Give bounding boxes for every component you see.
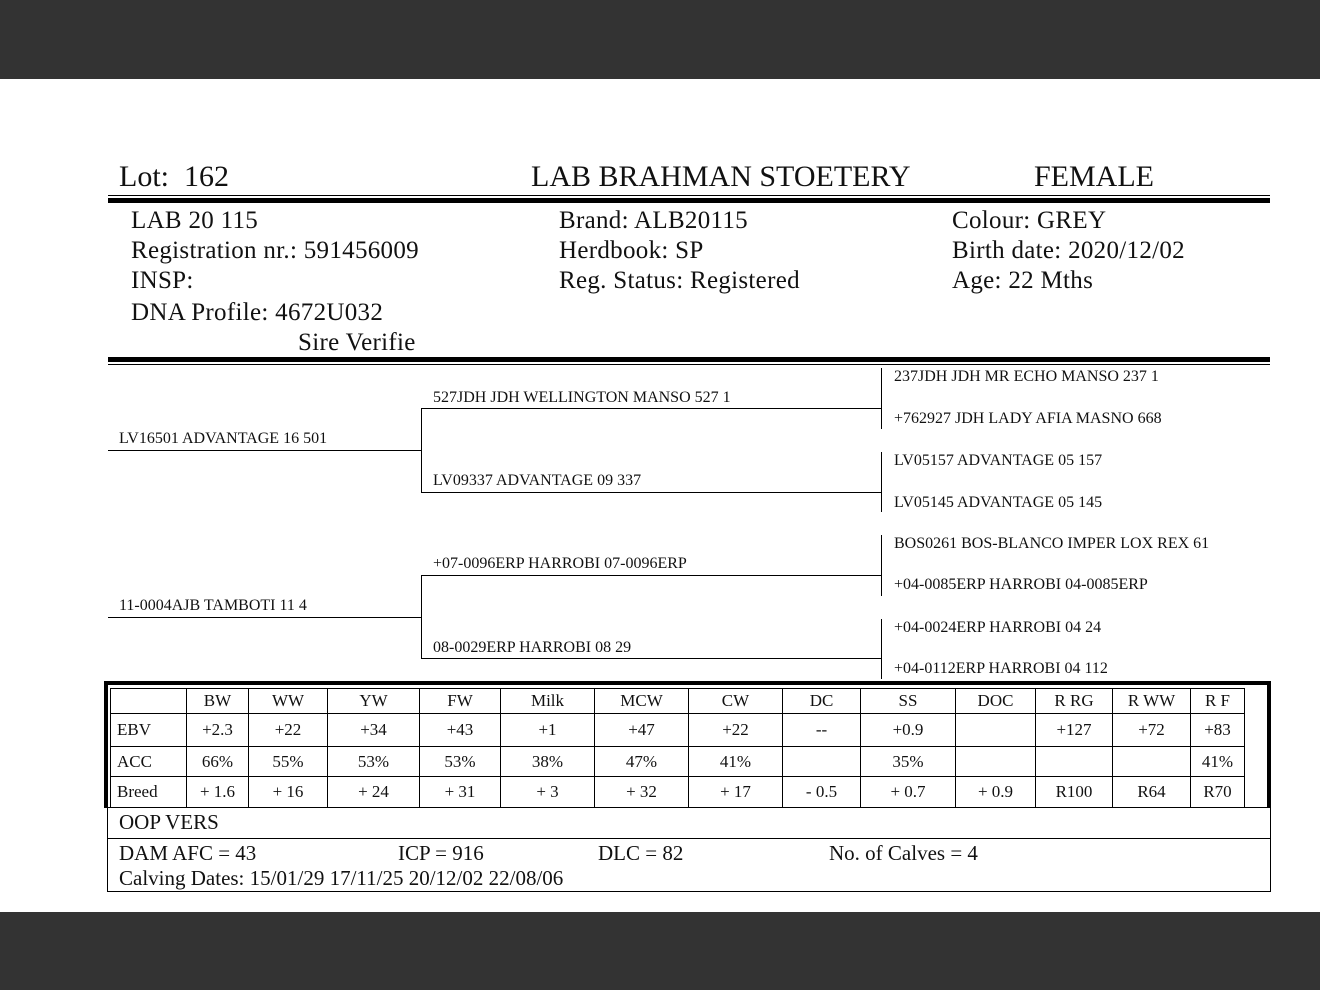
brand: Brand: ALB20115 <box>559 207 748 234</box>
info-rule-thin <box>108 364 1270 365</box>
ebv-header-cell: DOC <box>956 689 1036 714</box>
top-letterbox-bar <box>0 0 1320 79</box>
breed-cell: + 17 <box>689 777 783 808</box>
age: Age: 22 Mths <box>952 267 1094 294</box>
breed-cell: + 31 <box>420 777 501 808</box>
colour: Colour: GREY <box>952 207 1107 234</box>
pedigree-sire: LV16501 ADVANTAGE 16 501 <box>119 430 328 447</box>
acc-row-label: ACC <box>111 747 187 777</box>
icp: ICP = 916 <box>398 841 484 865</box>
ebv-table-frame <box>104 681 1271 807</box>
ebv-cell: +127 <box>1036 714 1113 747</box>
pedigree-line <box>881 619 882 679</box>
ebv-cell: +22 <box>249 714 328 747</box>
ebv-header-cell: BW <box>187 689 249 714</box>
breed-row <box>111 777 1245 808</box>
ebv-cell: +1 <box>501 714 595 747</box>
breed-cell: + 32 <box>595 777 689 808</box>
acc-cell: 41% <box>689 747 783 777</box>
info-rule-thick <box>108 357 1270 362</box>
header-rule-thick <box>108 198 1270 203</box>
insp-label: INSP: <box>131 267 194 294</box>
pedigree-ggp-3: LV05157 ADVANTAGE 05 157 <box>894 452 1103 469</box>
breed-cell: + 3 <box>501 777 595 808</box>
pedigree-ggp-7: +04-0024ERP HARROBI 04 24 <box>894 619 1102 636</box>
pedigree-line <box>881 368 882 429</box>
birth-date: Birth date: 2020/12/02 <box>952 237 1185 264</box>
dam-afc: DAM AFC = 43 <box>119 841 257 865</box>
pedigree-line <box>108 450 422 451</box>
ebv-header-cell: R WW <box>1113 689 1191 714</box>
ebv-cell <box>956 714 1036 747</box>
acc-cell: 41% <box>1191 747 1245 777</box>
ebv-row-label: EBV <box>111 714 187 747</box>
pedigree-ggp-8: +04-0112ERP HARROBI 04 112 <box>894 660 1108 677</box>
ebv-table <box>110 688 1245 808</box>
pedigree-line <box>421 408 422 493</box>
pedigree-dam-sire: +07-0096ERP HARROBI 07-0096ERP <box>433 555 687 572</box>
reg-status: Reg. Status: Registered <box>559 267 800 294</box>
ebv-cell: +43 <box>420 714 501 747</box>
pedigree-line <box>421 408 882 409</box>
ebv-header-cell: R F <box>1191 689 1245 714</box>
dna-profile: DNA Profile: 4672U032 <box>131 299 384 326</box>
pedigree-line <box>881 452 882 512</box>
ebv-cell: +2.3 <box>187 714 249 747</box>
ebv-cell: +83 <box>1191 714 1245 747</box>
breed-cell: + 0.9 <box>956 777 1036 808</box>
pedigree-line <box>421 492 882 493</box>
pedigree-line <box>421 575 882 576</box>
oop-label: OOP VERS <box>119 810 219 834</box>
bottom-letterbox-bar <box>0 912 1320 990</box>
calving-dates: Calving Dates: 15/01/29 17/11/25 20/12/02 22/08/06 <box>119 866 564 890</box>
breed-cell: + 1.6 <box>187 777 249 808</box>
acc-row <box>111 747 1245 777</box>
lot-number: 162 <box>184 160 229 193</box>
ebv-header-cell: CW <box>689 689 783 714</box>
breed-cell: + 0.7 <box>861 777 956 808</box>
pedigree-line <box>881 535 882 596</box>
dlc: DLC = 82 <box>598 841 684 865</box>
lot-label: Lot: 162 <box>119 160 229 193</box>
calves-count: No. of Calves = 4 <box>829 841 978 865</box>
pedigree-sire-sire: 527JDH JDH WELLINGTON MANSO 527 1 <box>433 389 731 406</box>
ebv-header-cell: DC <box>783 689 861 714</box>
ebv-header-cell: MCW <box>595 689 689 714</box>
acc-cell: 53% <box>328 747 420 777</box>
ebv-header-cell: YW <box>328 689 420 714</box>
pedigree-ggp-5: BOS0261 BOS-BLANCO IMPER LOX REX 61 <box>894 535 1210 552</box>
ebv-header-cell: R RG <box>1036 689 1113 714</box>
acc-cell <box>956 747 1036 777</box>
ebv-cell: +72 <box>1113 714 1191 747</box>
breed-cell: - 0.5 <box>783 777 861 808</box>
acc-cell <box>783 747 861 777</box>
header-rule-thin <box>108 195 1270 196</box>
acc-cell <box>1036 747 1113 777</box>
herdbook: Herdbook: SP <box>559 237 704 264</box>
ebv-header-cell: Milk <box>501 689 595 714</box>
pedigree-ggp-2: +762927 JDH LADY AFIA MASNO 668 <box>894 410 1162 427</box>
ebv-header-cell <box>111 689 187 714</box>
breed-cell: R100 <box>1036 777 1113 808</box>
animal-id: LAB 20 115 <box>131 207 259 234</box>
ebv-cell: +47 <box>595 714 689 747</box>
oop-box <box>107 807 1271 839</box>
registration-number: Registration nr.: 591456009 <box>131 237 419 264</box>
acc-cell: 47% <box>595 747 689 777</box>
pedigree-ggp-6: +04-0085ERP HARROBI 04-0085ERP <box>894 576 1148 593</box>
ebv-cell: -- <box>783 714 861 747</box>
breed-cell: + 16 <box>249 777 328 808</box>
pedigree-line <box>108 617 422 618</box>
ebv-cell: +22 <box>689 714 783 747</box>
pedigree-line <box>421 658 882 659</box>
acc-cell: 53% <box>420 747 501 777</box>
pedigree-line <box>421 575 422 659</box>
ebv-header-row <box>111 689 1245 714</box>
ebv-row <box>111 714 1245 747</box>
acc-cell: 66% <box>187 747 249 777</box>
acc-cell: 38% <box>501 747 595 777</box>
ebv-cell: +34 <box>328 714 420 747</box>
acc-cell: 55% <box>249 747 328 777</box>
ebv-header-cell: SS <box>861 689 956 714</box>
sex-label: FEMALE <box>1034 160 1154 193</box>
breeder-title: LAB BRAHMAN STOETERY <box>531 160 911 193</box>
acc-cell <box>1113 747 1191 777</box>
dna-note: Sire Verifie <box>298 329 416 356</box>
ebv-header-cell: FW <box>420 689 501 714</box>
pedigree-dam-dam: 08-0029ERP HARROBI 08 29 <box>433 639 632 656</box>
breed-cell: + 24 <box>328 777 420 808</box>
pedigree-ggp-4: LV05145 ADVANTAGE 05 145 <box>894 494 1103 511</box>
ebv-cell: +0.9 <box>861 714 956 747</box>
pedigree-sire-dam: LV09337 ADVANTAGE 09 337 <box>433 472 642 489</box>
pedigree-dam: 11-0004AJB TAMBOTI 11 4 <box>119 597 307 614</box>
breed-cell: R70 <box>1191 777 1245 808</box>
breed-cell: R64 <box>1113 777 1191 808</box>
acc-cell: 35% <box>861 747 956 777</box>
ebv-header-cell: WW <box>249 689 328 714</box>
breed-row-label: Breed <box>111 777 187 808</box>
pedigree-ggp-1: 237JDH JDH MR ECHO MANSO 237 1 <box>894 368 1159 385</box>
